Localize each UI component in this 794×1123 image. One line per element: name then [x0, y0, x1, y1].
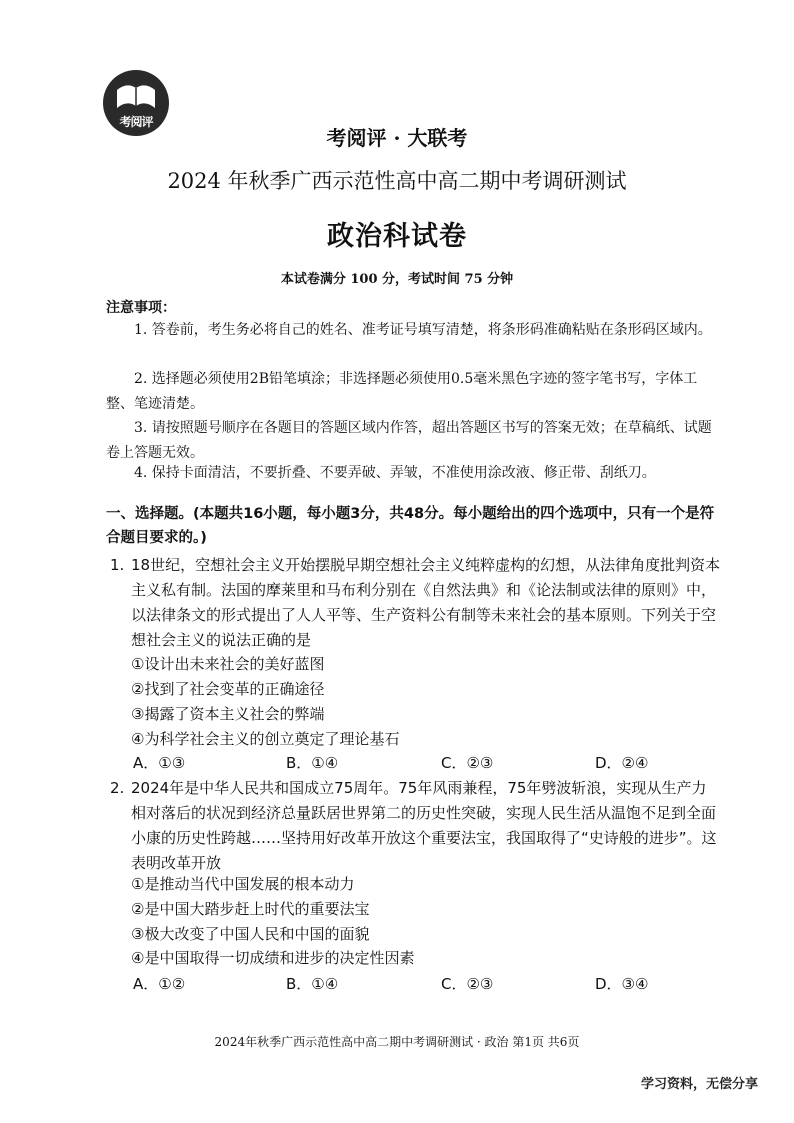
answer-choice-a: A．①②: [133, 975, 186, 993]
question-stem: 18世纪，空想社会主义开始摆脱早期空想社会主义纯粹虚构的幻想，从法律角度批判资本主义私有制。法国的摩莱里和马布利分别在《自然法典》和《论法制或法律的原则》中，以法律条文的形式提出了人人平等、生产资料公有制等未来社会的基本原则。下列关于空想社会主义的说法正确的是: [131, 556, 721, 649]
question-option: ④是中国取得一切成绩和进步的决定性因素: [131, 949, 415, 967]
exam-name: 2024 年秋季广西示范性高中高二期中考调研测试: [167, 169, 627, 193]
note-item: 2. 选择题必须使用2B铅笔填涂；非选择题必须使用0.5毫米黑色字迹的签字笔书写，字体工整、笔迹清楚。: [106, 371, 698, 412]
note-item: 1. 答卷前，考生务必将自己的姓名、准考证号填写清楚，将条形码准确粘贴在条形码区域内。: [134, 322, 712, 338]
answer-choice-b: B．①④: [286, 975, 339, 993]
question-option: ②找到了社会变革的正确途径: [131, 680, 325, 698]
exam-organizer: 考阅评 · 大联考: [326, 126, 468, 150]
note-item: 4. 保持卡面清洁，不要折叠、不要弄破、弄皱，不准使用涂改液、修正带、刮纸刀。: [134, 465, 656, 481]
watermark-text: 学习资料，无偿分享: [640, 1077, 758, 1092]
question-option: ④为科学社会主义的创立奠定了理论基石: [131, 730, 400, 748]
question-option: ②是中国大踏步赶上时代的重要法宝: [131, 900, 370, 918]
question-stem: 2024年是中华人民共和国成立75周年。75年风雨兼程，75年劈波斩浪，实现从生产力相对落后的状况到经济总量跃居世界第二的历史性突破，实现人民生活从温饱不足到全面小康的历史性跨越……坚持用好改革开放这个重要法宝，我国取得了“史诗般的进步”。这表明改革开放: [131, 779, 717, 872]
exam-info: 本试卷满分 100 分，考试时间 75 分钟: [280, 272, 514, 287]
note-item: 3. 请按照题号顺序在各题目的答题区域内作答，超出答题区书写的答案无效；在草稿纸、试题卷上答题无效。: [106, 420, 712, 461]
question-number: 1.: [110, 556, 125, 574]
page-title: 政治科试卷: [327, 221, 467, 252]
section-heading: 一、选择题。(本题共16小题，每小题3分，共48分。每小题给出的四个选项中，只有一个是符合题目要求的。): [106, 506, 715, 546]
question-option: ③揭露了资本主义社会的弊端: [131, 705, 325, 723]
notes-title: 注意事项：: [106, 300, 176, 316]
answer-choice-b: B．①④: [286, 754, 339, 772]
question-option: ①是推动当代中国发展的根本动力: [131, 875, 355, 893]
logo-text: 考阅评: [119, 115, 153, 129]
answer-choice-d: D．②④: [595, 754, 649, 772]
question-option: ①设计出未来社会的美好蓝图: [131, 655, 325, 673]
page-footer: 2024年秋季广西示范性高中高二期中考调研测试 · 政治 第1页 共6页: [214, 1035, 580, 1049]
question-number: 2.: [110, 779, 125, 797]
answer-choice-c: C．②③: [441, 754, 494, 772]
answer-choice-c: C．②③: [441, 975, 494, 993]
answer-choice-d: D．③④: [595, 975, 649, 993]
answer-choice-a: A．①③: [133, 754, 186, 772]
question-option: ③极大改变了中国人民和中国的面貌: [131, 925, 370, 943]
